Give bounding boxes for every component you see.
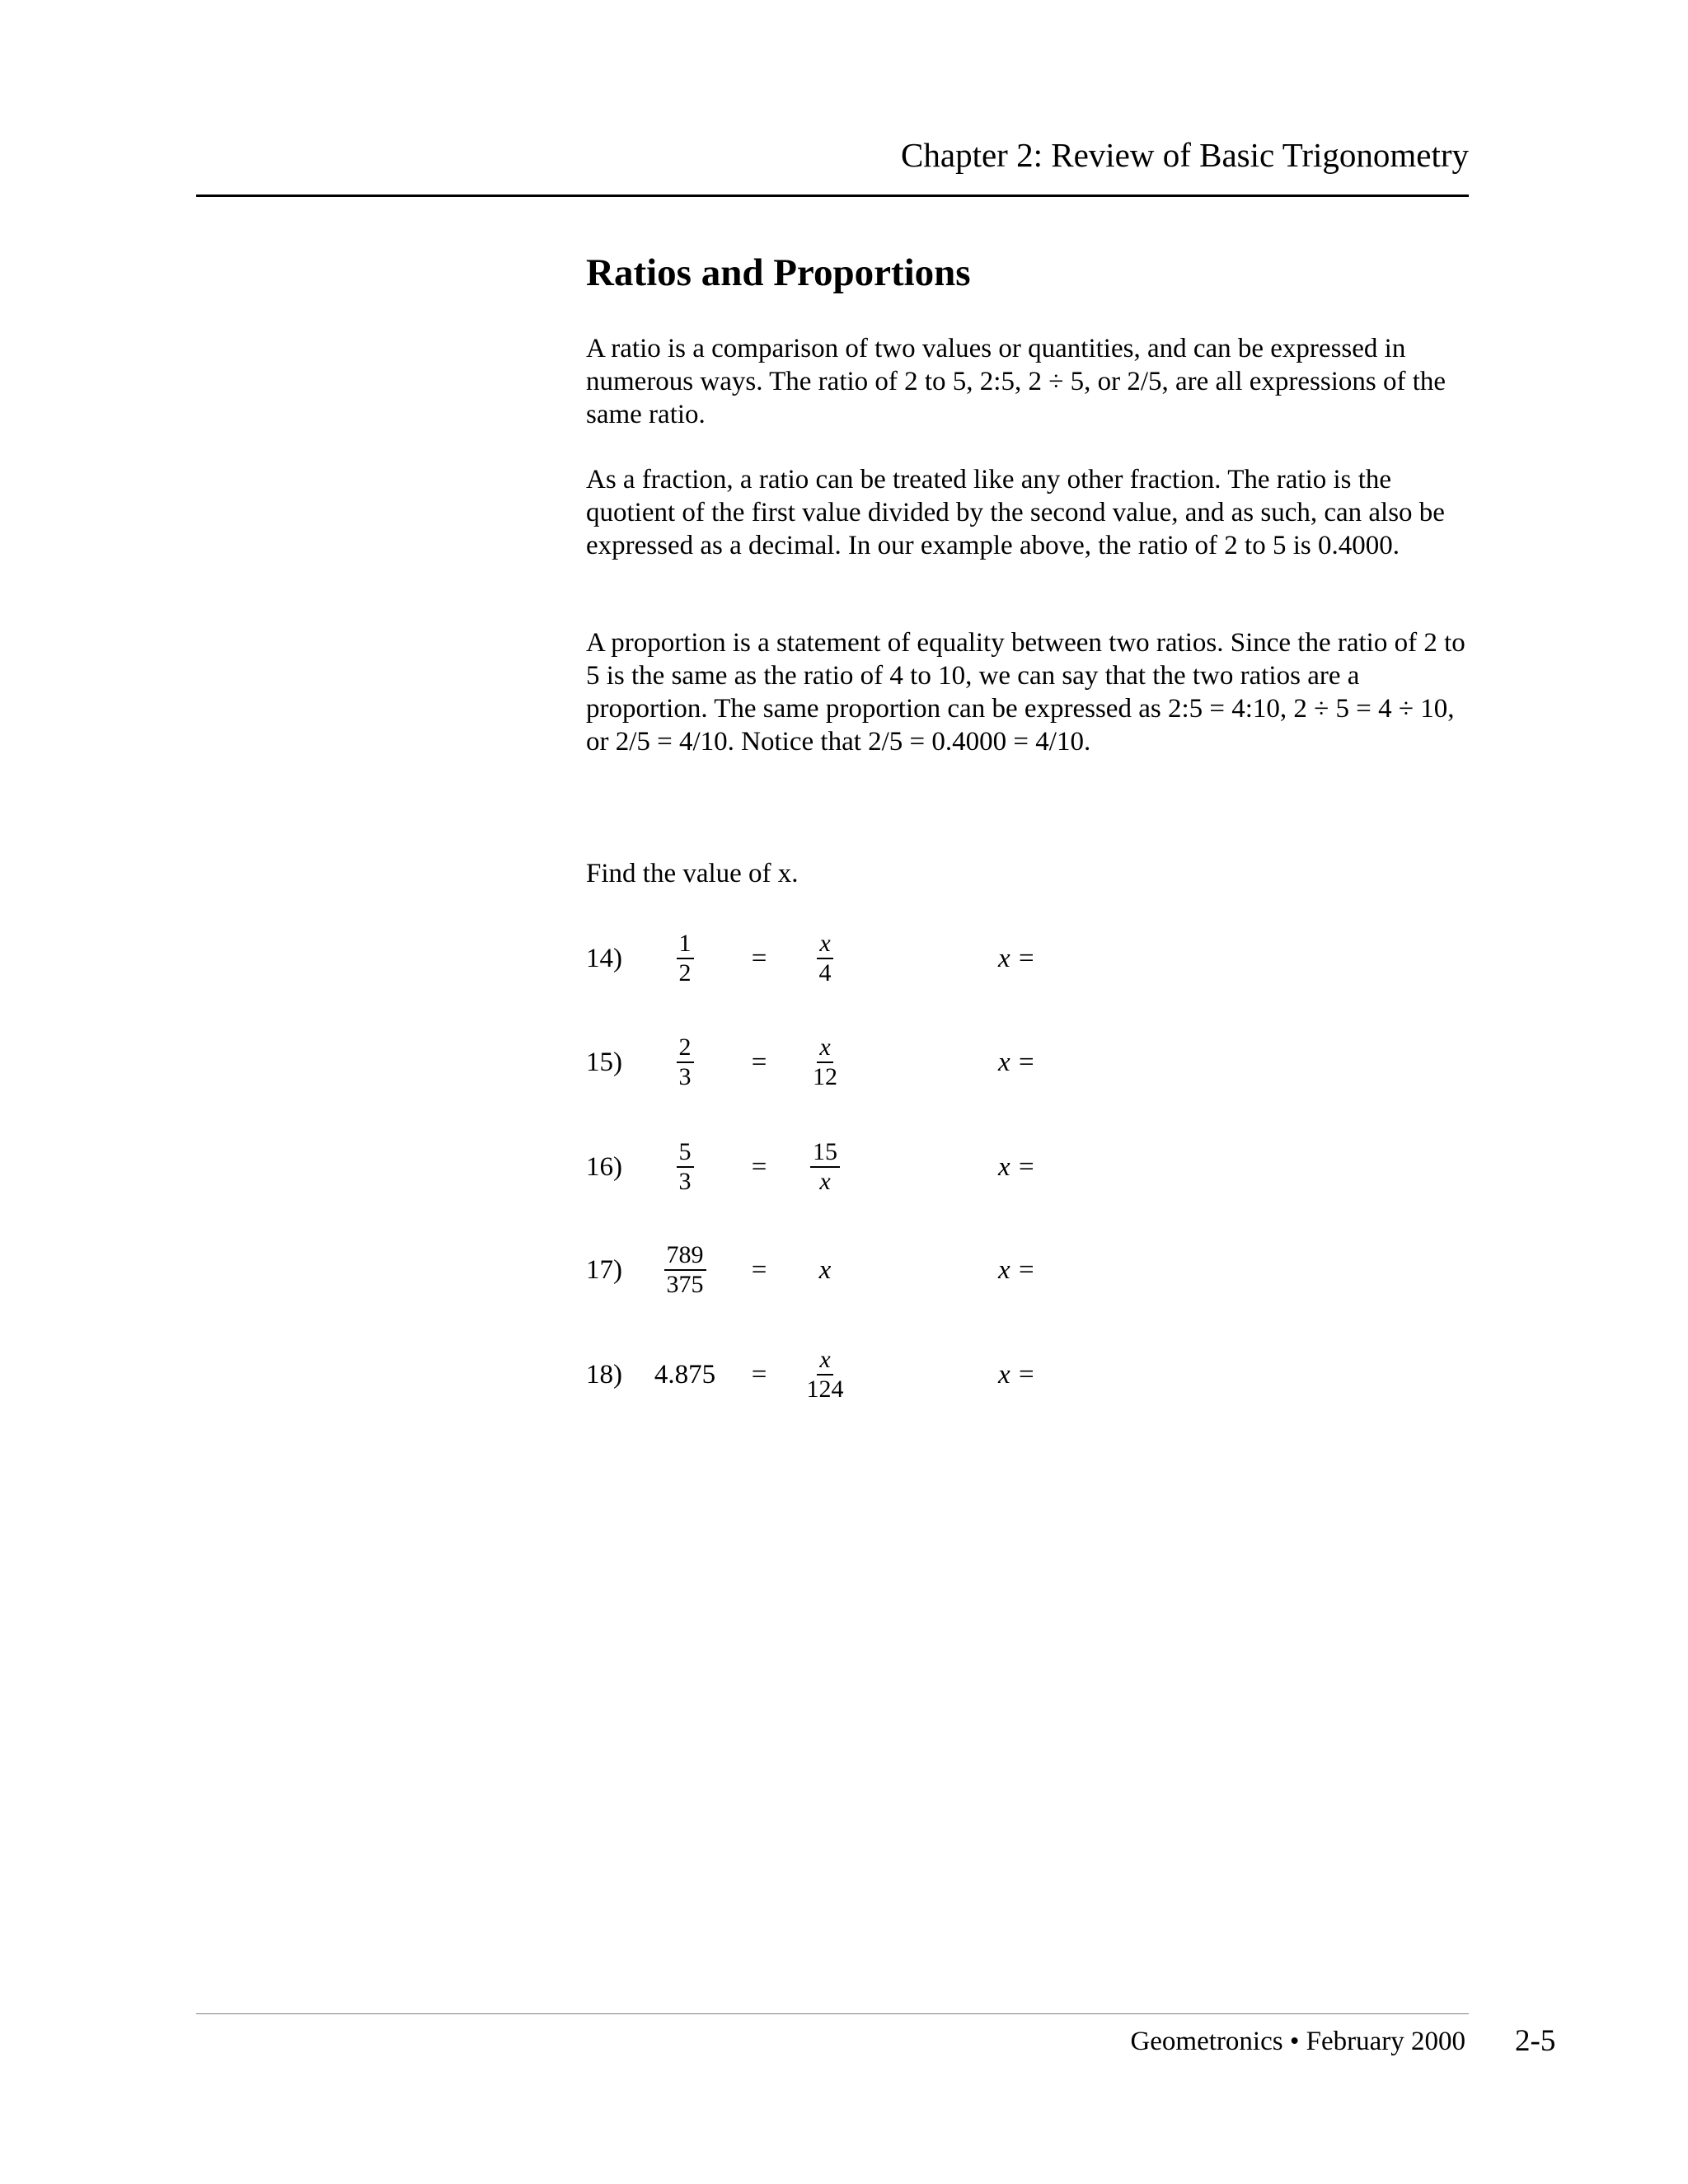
answer-label: x = [998, 1047, 1036, 1077]
equals-sign: = [751, 1254, 767, 1285]
lhs-fraction [635, 1237, 734, 1303]
footer-rule [196, 2013, 1469, 2014]
problem-15 [586, 1029, 1163, 1095]
problem-16 [586, 1134, 1163, 1200]
lhs-fraction [635, 1029, 734, 1095]
rhs-fraction [784, 1342, 866, 1408]
rhs-numerator: x [817, 1035, 832, 1063]
lhs-numerator: 789 [664, 1243, 706, 1271]
lhs-denominator: 3 [678, 1063, 692, 1090]
lhs-numerator: 5 [677, 1140, 694, 1168]
rhs-value: x [818, 1254, 832, 1285]
lhs-fraction [635, 1134, 734, 1200]
rhs-fraction [784, 1134, 866, 1200]
equals-sign: = [751, 943, 767, 973]
problem-number: 14) [586, 943, 622, 973]
lhs-numerator: 2 [677, 1035, 694, 1063]
lhs-numerator: 1 [677, 931, 694, 959]
problem-number: 16) [586, 1151, 622, 1182]
equals-sign: = [751, 1151, 767, 1182]
rhs-fraction [784, 926, 866, 991]
rhs-denominator: 124 [806, 1376, 844, 1403]
problem-number: 17) [586, 1254, 622, 1285]
rhs-denominator: x [819, 1168, 831, 1195]
footer-text: Geometronics • February 2000 [1130, 2027, 1465, 2056]
lhs-denominator: 3 [678, 1168, 692, 1195]
chapter-header: Chapter 2: Review of Basic Trigonometry [901, 136, 1469, 174]
lhs-denominator: 375 [666, 1271, 704, 1298]
rhs-denominator: 12 [813, 1063, 837, 1090]
lhs-value: 4.875 [654, 1359, 716, 1390]
equals-sign: = [751, 1359, 767, 1390]
paragraph-ratio-definition: A ratio is a comparison of two values or quantities, and can be expressed in numerous ways. The ratio of 2 to 5, 2:5, 2 ÷ 5, or 2/5, are all expressions of the same ratio. [586, 334, 1447, 429]
page-number: 2-5 [1515, 2024, 1556, 2058]
rhs-numerator: 15 [810, 1140, 840, 1168]
header-rule [196, 194, 1469, 197]
lhs-fraction [635, 926, 734, 991]
equals-sign: = [751, 1047, 767, 1077]
problem-18 [586, 1342, 1163, 1408]
answer-label: x = [998, 1254, 1036, 1285]
problem-number: 18) [586, 1359, 622, 1390]
problem-17 [586, 1237, 1163, 1303]
problem-14 [586, 926, 1163, 991]
rhs-fraction [784, 1029, 866, 1095]
lhs-denominator: 2 [678, 959, 692, 987]
rhs-numerator: x [817, 1347, 832, 1376]
rhs-denominator: 4 [818, 959, 832, 987]
problem-number: 15) [586, 1047, 622, 1077]
answer-label: x = [998, 1151, 1036, 1182]
section-title: Ratios and Proportions [586, 251, 971, 294]
answer-label: x = [998, 1359, 1036, 1390]
paragraph-ratio-fraction: As a fraction, a ratio can be treated like any other fraction. The ratio is the quotient of the first value divided by the second value, and as such, can also be expressed as a decimal. In our example above, the ratio of 2 to 5 is 0.4000. [586, 465, 1445, 560]
paragraph-proportion: A proportion is a statement of equality between two ratios. Since the ratio of 2 to 5 is the same as the ratio of 4 to 10, we can say that the two ratios are a proportion. The same proportion can be expressed as 2:5 = 4:10, 2 ÷ 5 = 4 ÷ 10, or 2/5 = 4/10. Notice that 2/5 = 0.4000 = 4/10. [586, 628, 1465, 757]
answer-label: x = [998, 943, 1036, 973]
rhs-numerator: x [817, 931, 832, 959]
exercise-instruction: Find the value of x. [586, 859, 799, 888]
